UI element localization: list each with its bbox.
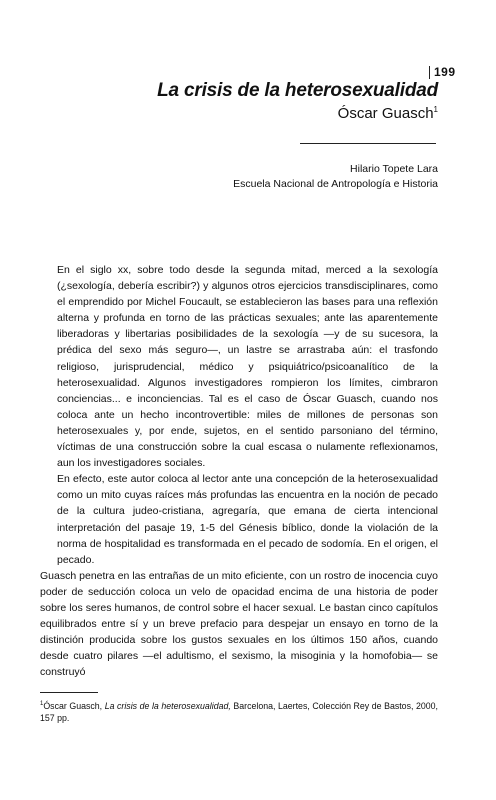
article-title: La crisis de la heterosexualidad — [157, 80, 438, 101]
title-divider — [300, 143, 436, 144]
paragraph-2: En efecto, este autor coloca al lector ante una concepción de la heterosexualidad como un mito cuyas raíces más profundas las encuentra en la noción de pecado de la cultura judeo-cristiana, agregaría, que emana de cierta intencional interpretación del pasaje 19, 1-5 del Génesis bíblico, donde la violación de la norma de hospitalidad es transformada en el pecado de sodomía. En el origen, el pecado. — [57, 473, 438, 566]
paragraph-1: En el siglo xx, sobre todo desde la segunda mitad, merced a la sexología (¿sexología, debería escribir?) y algunos otros ejercicios transdisciplinares, como el emprendido por Michel Foucault, se establecieron las bases para una reflexión alterna y profunda en torno de las prácticas sexuales; ante las aparentemente liberadoras y libertarias posibilidades de la sexología —y de su sucesora, la prédica del sexo más seguro—, un lastre se arrastraba aún: el trasfondo religioso, jurisprudencial, médico y psiquiátrico/psicoanalítico de la heterosexualidad. Algunos investigadores rompieron los límites, cimbraron conciencias... e inconciencias. Tal es el caso de Óscar Guasch, cuando nos coloca ante un hecho incontrovertible: miles de millones de personas son heterosexuales y, por ende, sujetos, en el sentido parsoniano del término, víctimas de una construcción sobre la cual escasa o nulamente reflexionamos, aun los investigadores sociales. — [57, 264, 438, 470]
footnote — [40, 698, 438, 724]
footnote-mark: 1 — [40, 701, 44, 707]
reviewer-name: Hilario Topete Lara — [350, 163, 438, 175]
footnote-author: Óscar Guasch, — [43, 700, 103, 711]
reviewer-institution: Escuela Nacional de Antropología e Historia — [233, 178, 438, 190]
footnote-divider — [40, 692, 98, 693]
footnote-work-title: La crisis de la heterosexualidad, — [104, 700, 231, 711]
author-line — [338, 105, 438, 122]
author-footnote-mark: 1 — [433, 105, 438, 114]
footnote-details: Barcelona, Laertes, Colección Rey de Bastos, 2000, 157 pp. — [40, 700, 438, 723]
paragraph-3: Guasch penetra en las entrañas de un mito eficiente, con un rostro de inocencia cuyo poder de seducción coloca un velo de opacidad encima de una historia de poder sobre los seres humanos, de control sobre el hacer sexual. Le bastan cinco capítulos equilibrados entre sí y un breve prefacio para despejar un ensayo en torno de la distinción producida sobre los gustos sexuales en los últimos 150 años, cuando desde cuatro pilares —el adultismo, el sexismo, la misoginia y la homofobia— se construyó — [40, 569, 438, 679]
page-number: 199 — [434, 65, 456, 79]
author-name: Óscar Guasch — [337, 105, 434, 122]
body-text — [40, 262, 438, 680]
reviewer-block — [233, 162, 438, 192]
